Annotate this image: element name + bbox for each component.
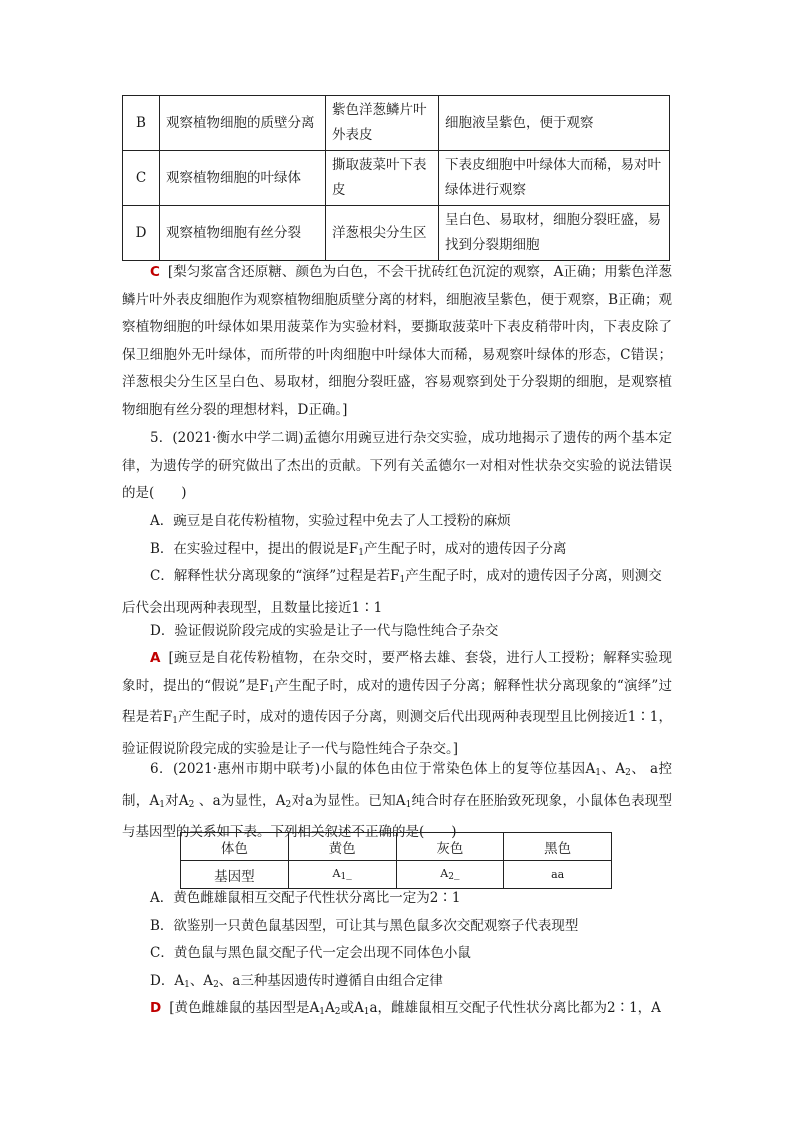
material-cell: 撕取菠菜叶下表皮 bbox=[326, 151, 439, 206]
material-cell: 洋葱根尖分生区 bbox=[326, 206, 439, 261]
q5-option-c: C．解释性状分离现象的“演绎”过程是若$F_1$产生配子时，成对的遗传因子分离，则测交后代会出现两种表现型，且数量比接近1∶1 bbox=[122, 568, 662, 616]
header-cell: 灰色 bbox=[396, 833, 504, 861]
row-label: B bbox=[123, 96, 160, 151]
header-cell: 黑色 bbox=[504, 833, 612, 861]
q6-stem: 6．(2021·惠州市期中联考)小鼠的体色由位于常染色体上的复等位基因$A_1$、$A_2$、 a控制，$A_1$对$A_2$ 、a为显性，$A_2$对a为显性。已知$A_1$纯合时存在胚胎致死现象，小鼠体色表现型与基因型的关系如下表。下列相关叙述不正确的是( ) bbox=[122, 761, 673, 841]
genotype-cell: $A_1\_$ bbox=[288, 861, 396, 889]
reason-cell: 细胞液呈紫色，便于观察 bbox=[439, 96, 670, 151]
row-label: 基因型 bbox=[181, 861, 289, 889]
genotype-cell: $A_2\_$ bbox=[396, 861, 504, 889]
explanation-text: [梨匀浆富含还原糖、颜色为白色，不会干扰砖红色沉淀的观察，A正确；用紫色洋葱鳞片叶外表皮细胞作为观察植物细胞质壁分离的材料，细胞液呈紫色，便于观察，B正确；观察植物细胞的叶绿体如果用菠菜作为实验材料，要撕取菠菜叶下表皮稍带叶肉，下表皮除了保卫细胞外无叶绿体，而所带的叶肉细胞中叶绿体大而稀，易观察叶绿体的形态，C错误；洋葱根尖分生区呈白色、易取材，细胞分裂旺盛，容易观察到处于分裂期的细胞，是观察植物细胞有丝分裂的理想材料，D正确。] bbox=[122, 264, 672, 418]
q6-option-d: D．$A_1$、$A_2$、a三种基因遗传时遵循自由组合定律 bbox=[150, 973, 443, 990]
q5-stem: 5．(2021·衡水中学二调)孟德尔用豌豆进行杂交实验，成功地揭示了遗传的两个基本定律，为遗传学的研究做出了杰出的贡献。下列有关孟德尔一对相对性状杂交实验的说法错误的是( ) bbox=[122, 430, 672, 502]
header-cell: 黄色 bbox=[288, 833, 396, 861]
reason-cell: 下表皮细胞中叶绿体大而稀，易对叶绿体进行观察 bbox=[439, 151, 670, 206]
row-label: D bbox=[123, 206, 160, 261]
table-row bbox=[123, 206, 670, 261]
row-label: C bbox=[123, 151, 160, 206]
header-cell: 体色 bbox=[181, 833, 289, 861]
table-header-row bbox=[181, 833, 612, 861]
genotype-cell: aa bbox=[504, 861, 612, 889]
q5-option-a: A．豌豆是自花传粉植物，实验过程中免去了人工授粉的麻烦 bbox=[150, 513, 511, 529]
answer-letter: A bbox=[150, 650, 161, 666]
experiment-cell: 观察植物细胞的叶绿体 bbox=[160, 151, 326, 206]
answer-letter: D bbox=[150, 1000, 162, 1016]
q4-explanation bbox=[122, 259, 672, 425]
experiment-cell: 观察植物细胞有丝分裂 bbox=[160, 206, 326, 261]
answer-letter: C bbox=[150, 264, 160, 280]
experiment-cell: 观察植物细胞的质壁分离 bbox=[160, 96, 326, 151]
genotype-table bbox=[180, 832, 612, 889]
experiment-table bbox=[122, 95, 670, 261]
q6-explanation: D [黄色雌雄鼠的基因型是$A_1A_2$或$A_1a$，雌雄鼠相互交配子代性状分离比都为2∶1，A bbox=[150, 1000, 661, 1017]
q5-option-b: B．在实验过程中，提出的假说是$F_1$产生配子时，成对的遗传因子分离 bbox=[150, 541, 567, 558]
q5-option-d: D．验证假说阶段完成的实验是让子一代与隐性纯合子杂交 bbox=[150, 623, 499, 639]
table-row bbox=[123, 96, 670, 151]
q5-explanation: A [豌豆是自花传粉植物，在杂交时，要严格去雄、套袋，进行人工授粉；解释实验现象时，提出的“假说”是$F_1$产生配子时，成对的遗传因子分离；解释性状分离现象的“演绎”过程是若$F_1$产生配子时，成对的遗传因子分离，则测交后代出现两种表现型且比例接近1∶1，验证假说阶段完成的实验是让子一代与隐性纯合子杂交。] bbox=[122, 650, 672, 757]
q6-option-c: C．黄色鼠与黑色鼠交配子代一定会出现不同体色小鼠 bbox=[150, 945, 471, 961]
reason-cell: 呈白色、易取材，细胞分裂旺盛，易找到分裂期细胞 bbox=[439, 206, 670, 261]
table-row bbox=[123, 151, 670, 206]
q6-option-a: A．黄色雌雄鼠相互交配子代性状分离比一定为2∶1 bbox=[150, 890, 461, 906]
q6-option-b: B．欲鉴别一只黄色鼠基因型，可让其与黑色鼠多次交配观察子代表现型 bbox=[150, 918, 579, 934]
material-cell: 紫色洋葱鳞片叶外表皮 bbox=[326, 96, 439, 151]
